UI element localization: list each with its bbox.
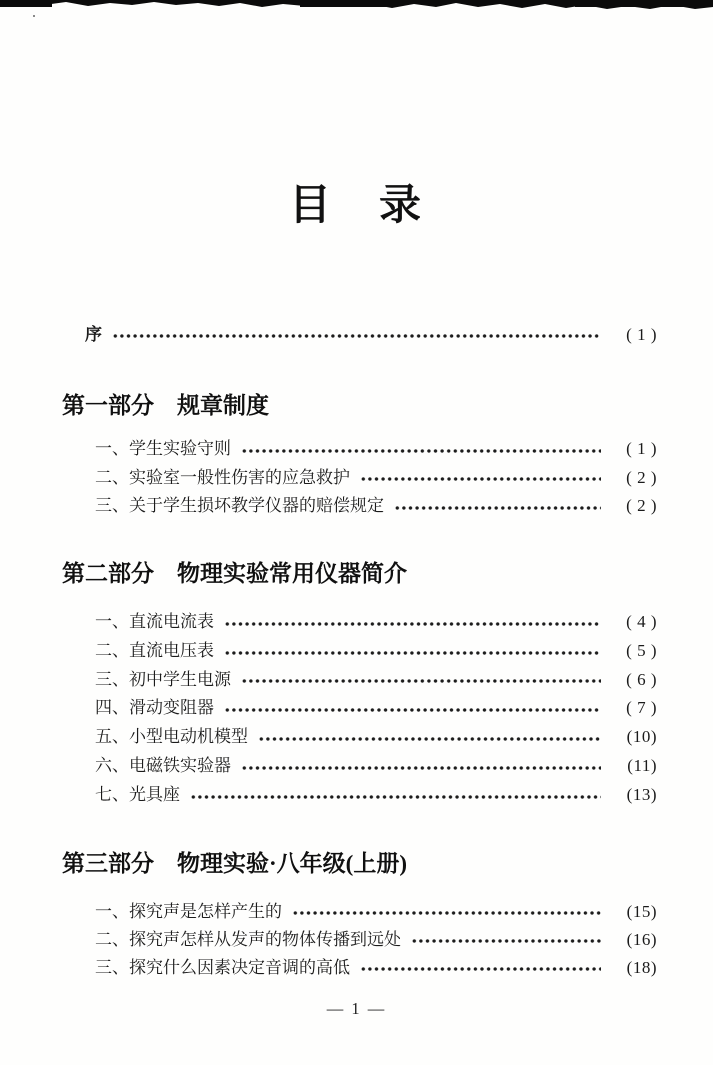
toc-entry bbox=[95, 781, 657, 810]
toc-entry-page: ( 4 ) bbox=[626, 612, 657, 631]
toc-entry-page: ( 5 ) bbox=[626, 640, 657, 660]
section-items-1 bbox=[95, 435, 657, 521]
section-heading-2: 第二部分 物理实验常用仪器简介 bbox=[62, 561, 407, 586]
toc-entry-page: (15) bbox=[626, 902, 657, 921]
dot-leader bbox=[190, 781, 601, 809]
scan-artifact-top-edge bbox=[0, 0, 713, 14]
dot-leader bbox=[241, 435, 601, 463]
toc-entry-page: (16) bbox=[626, 930, 657, 949]
toc-entry bbox=[95, 723, 657, 752]
toc-entry-page: ( 6 ) bbox=[626, 669, 657, 689]
toc-entry-page: ( 1 ) bbox=[626, 439, 657, 458]
toc-entry-label: 三、探究什么因素决定音调的高低 bbox=[95, 958, 350, 977]
toc-entry bbox=[95, 694, 657, 723]
toc-entry bbox=[95, 898, 657, 926]
toc-entry-label: 五、小型电动机模型 bbox=[95, 727, 248, 747]
toc-entry-label: 三、初中学生电源 bbox=[95, 669, 231, 689]
toc-entry-preface bbox=[85, 321, 657, 349]
dot-leader bbox=[360, 464, 601, 492]
toc-entry-page: (11) bbox=[627, 755, 657, 775]
dot-leader bbox=[112, 321, 601, 349]
page-title: 目 录 bbox=[288, 183, 424, 229]
toc-entry-label: 序 bbox=[85, 325, 102, 344]
toc-entry-page: ( 7 ) bbox=[626, 698, 657, 718]
toc-entry-label: 六、电磁铁实验器 bbox=[95, 755, 231, 775]
toc-entry bbox=[95, 608, 657, 637]
page-number-footer: — 1 — bbox=[326, 999, 387, 1018]
toc-entry-page: (18) bbox=[626, 958, 657, 977]
toc-entry-label: 二、直流电压表 bbox=[95, 640, 214, 660]
dot-leader bbox=[241, 752, 601, 780]
toc-entry bbox=[95, 435, 657, 464]
toc-entry bbox=[95, 637, 657, 666]
section-items-2 bbox=[95, 608, 657, 810]
toc-entry bbox=[95, 752, 657, 781]
dot-leader bbox=[224, 608, 601, 636]
toc-entry-label: 一、探究声是怎样产生的 bbox=[95, 902, 282, 921]
toc-entry-page: ( 1 ) bbox=[626, 325, 657, 344]
dot-leader bbox=[258, 724, 601, 752]
toc-entry bbox=[95, 954, 657, 982]
toc-entry-label: 二、探究声怎样从发声的物体传播到远处 bbox=[95, 930, 401, 949]
toc-entry-label: 七、光具座 bbox=[95, 784, 180, 804]
scan-speck bbox=[33, 15, 35, 17]
toc-entry-label: 一、直流电流表 bbox=[95, 612, 214, 631]
toc-entry bbox=[95, 926, 657, 954]
toc-entry-label: 一、学生实验守则 bbox=[95, 439, 231, 458]
toc-entry bbox=[95, 464, 657, 493]
section-heading-1: 第一部分 规章制度 bbox=[62, 393, 269, 418]
toc-entry-label: 四、滑动变阻器 bbox=[95, 698, 214, 718]
dot-leader bbox=[241, 666, 601, 694]
toc-entry-page: ( 2 ) bbox=[626, 496, 657, 515]
toc-entry-label: 二、实验室一般性伤害的应急救护 bbox=[95, 467, 350, 487]
toc-entry-page: (13) bbox=[626, 784, 657, 804]
toc-entry-page: (10) bbox=[626, 727, 657, 747]
dot-leader bbox=[394, 492, 601, 520]
dot-leader bbox=[292, 898, 601, 926]
section-items-3 bbox=[95, 898, 657, 982]
section-heading-3: 第三部分 物理实验·八年级(上册) bbox=[62, 851, 407, 876]
dot-leader bbox=[224, 695, 601, 723]
dot-leader bbox=[411, 926, 601, 954]
toc-entry bbox=[95, 492, 657, 521]
toc-entry-label: 三、关于学生损坏教学仪器的赔偿规定 bbox=[95, 496, 384, 515]
toc-entry-page: ( 2 ) bbox=[626, 467, 657, 487]
dot-leader bbox=[224, 637, 601, 665]
toc-entry bbox=[95, 666, 657, 695]
dot-leader bbox=[360, 954, 601, 982]
